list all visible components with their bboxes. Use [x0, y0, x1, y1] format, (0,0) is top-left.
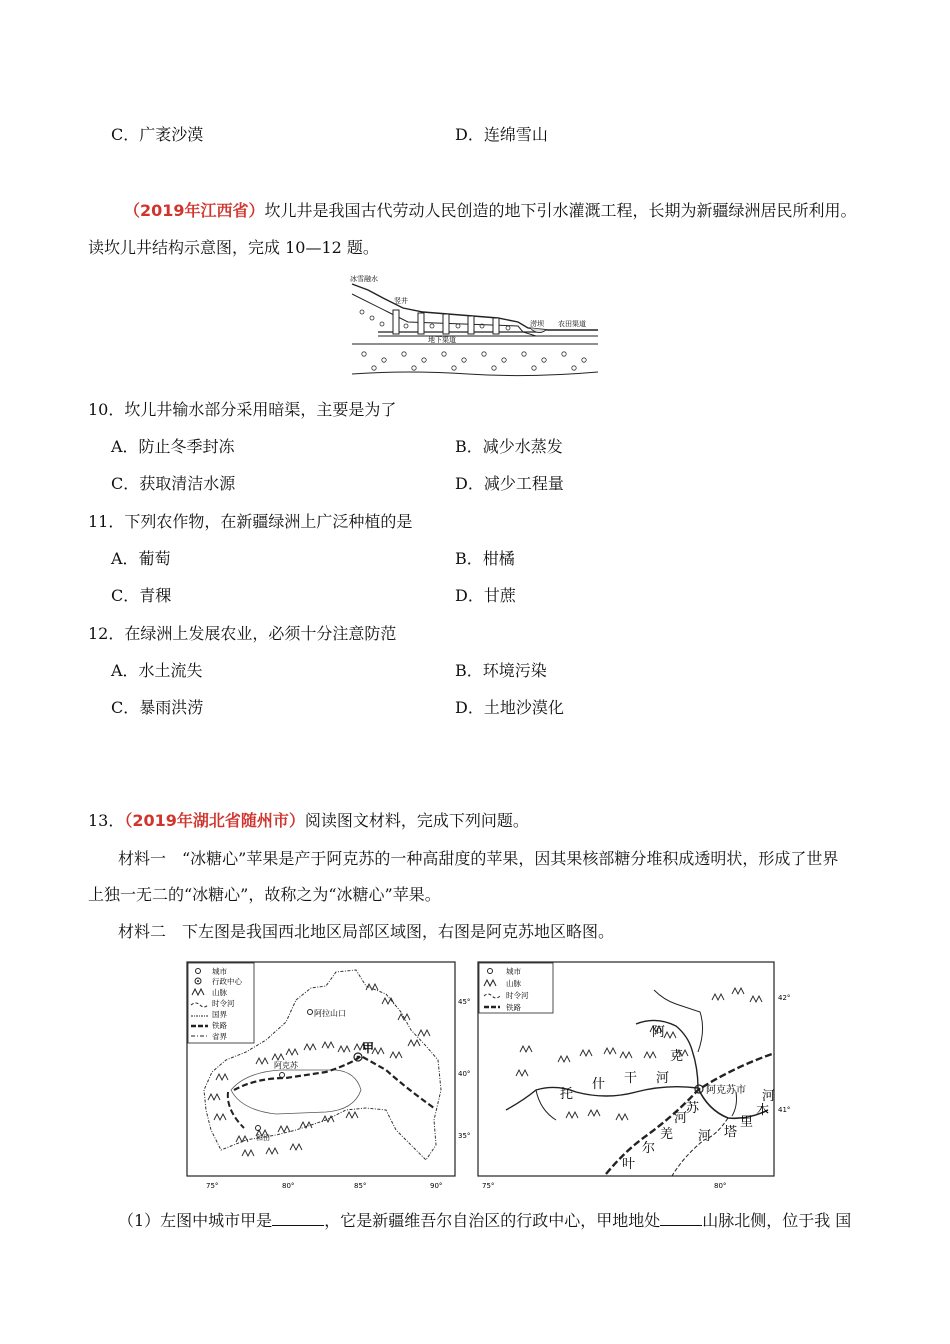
q13-sub1-part-c: 山脉北侧，位于我 国: [702, 1211, 852, 1230]
q13-sub1-part-a: （1）左图中城市甲是: [118, 1211, 273, 1230]
r-lon-80: 80°: [714, 1182, 727, 1190]
legend-railway: 铁路: [212, 1021, 227, 1030]
legend-border: 国界: [212, 1010, 227, 1019]
legend-mountain: 山脉: [212, 988, 227, 997]
q13-material-1-line-2: 上独一无二的“冰糖心”，故称之为“冰糖心”苹果。: [88, 885, 441, 904]
label-melt-water: 冰雪融水: [350, 275, 378, 283]
q11-option-c: C．青稞: [111, 586, 172, 605]
q9-option-d: D．连绵雪山: [455, 125, 548, 144]
q13-number: 13．: [88, 811, 125, 830]
legend-r-seasonal-river: 时令河: [506, 991, 529, 1000]
river-char-ke: 克: [670, 1049, 684, 1064]
q12-option-a: A．水土流失: [111, 661, 203, 680]
q13-sub1-part-b: ，它是新疆维吾尔自治区的行政中心，甲地地处: [324, 1211, 661, 1230]
river-char-he-3: 河: [762, 1089, 776, 1104]
lat-40: 40°: [458, 1070, 471, 1078]
legend-r-railway: 铁路: [506, 1003, 521, 1012]
legend-admin-center: 行政中心: [212, 977, 242, 986]
river-char-ye: 叶: [622, 1157, 636, 1172]
q13-lead: 阅读图文材料，完成下列问题。: [304, 811, 529, 830]
q11-option-b: B．柑橘: [455, 549, 515, 568]
q11-option-d: D．甘蔗: [455, 586, 516, 605]
river-char-li: 里: [740, 1115, 754, 1130]
r-lat-41: 41°: [778, 1106, 791, 1114]
river-char-he-2: 河: [656, 1071, 670, 1086]
river-char-gan: 干: [624, 1071, 638, 1086]
q13-sub1: [118, 1208, 851, 1231]
r-lon-75: 75°: [482, 1182, 495, 1190]
q11-option-a: A．葡萄: [111, 549, 171, 568]
answer-blank-1[interactable]: [272, 1211, 324, 1226]
q13-source-tag: （2019年湖北省随州市）: [124, 811, 305, 830]
river-char-tuo: 托: [560, 1087, 574, 1102]
lon-75: 75°: [206, 1182, 219, 1190]
q9-option-c: C．广袤沙漠: [111, 125, 204, 144]
lon-90: 90°: [430, 1182, 443, 1190]
q13-material-1-line-1: 材料一 “冰糖心”苹果是产于阿克苏的一种高甜度的苹果，因其果核部糖分堆积成透明状，形成了世界: [118, 849, 839, 868]
q13-header: [88, 808, 529, 831]
r-lat-42: 42°: [778, 994, 791, 1002]
place-hetian: 和田: [256, 1134, 270, 1142]
place-akesu: 阿克苏: [274, 1061, 298, 1070]
lon-80: 80°: [282, 1182, 295, 1190]
q11-stem: 11．下列农作物，在新疆绿洲上广泛种植的是: [88, 512, 413, 531]
answer-blank-2[interactable]: [660, 1211, 702, 1226]
q10-option-c: C．获取清洁水源: [111, 474, 236, 493]
lat-45: 45°: [458, 998, 471, 1006]
q13-material-2: 材料二 下左图是我国西北地区局部区域图，右图是阿克苏地区略图。: [118, 922, 615, 941]
river-char-er: 尔: [642, 1141, 656, 1156]
river-char-a: 阿: [652, 1025, 666, 1040]
river-char-he-4: 河: [674, 1111, 688, 1126]
legend-r-mountain: 山脉: [506, 979, 521, 988]
q12-option-d: D．土地沙漠化: [455, 698, 564, 717]
intro-line-2: 读坎儿井结构示意图，完成 10—12 题。: [88, 238, 379, 257]
q10-stem: 10．坎儿井输水部分采用暗渠，主要是为了: [88, 400, 397, 419]
river-char-su: 苏: [686, 1101, 700, 1116]
legend-province-border: 省界: [212, 1032, 227, 1041]
q10-option-a: A．防止冬季封冻: [111, 437, 235, 456]
river-char-ta: 塔: [724, 1125, 738, 1140]
river-char-mu: 木: [756, 1103, 770, 1118]
label-underground-channel: 地下渠道: [428, 336, 456, 344]
legend-r-city: 城市: [506, 967, 521, 976]
source-tag: （2019年江西省）: [124, 201, 265, 220]
label-farm-channel: 农田渠道: [558, 320, 586, 328]
q12-option-c: C．暴雨洪涝: [111, 698, 204, 717]
river-char-qiang: 羌: [660, 1127, 674, 1142]
q10-option-b: B．减少水蒸发: [455, 437, 563, 456]
q12-option-b: B．环境污染: [455, 661, 547, 680]
northwest-region-map: [186, 960, 471, 1192]
legend-city: 城市: [212, 967, 227, 976]
city-akesu: 阿克苏市: [706, 1085, 746, 1096]
place-jia: 甲: [362, 1041, 375, 1055]
legend-seasonal-river: 时令河: [212, 999, 235, 1008]
karez-diagram: [348, 270, 600, 378]
place-alashankou: 阿拉山口: [314, 1009, 346, 1018]
river-char-shi: 什: [592, 1077, 606, 1092]
river-char-he-1: 河: [698, 1129, 712, 1144]
intro-line-1: [124, 198, 857, 221]
akesu-region-map: [476, 960, 836, 1192]
lat-35: 35°: [458, 1132, 471, 1140]
label-dam: 涝坝: [530, 320, 544, 328]
q12-stem: 12．在绿洲上发展农业，必须十分注意防范: [88, 624, 397, 643]
q10-option-d: D．减少工程量: [455, 474, 564, 493]
label-vertical-well: 竖井: [394, 297, 408, 305]
lon-85: 85°: [354, 1182, 367, 1190]
intro-text-1: 坎儿井是我国古代劳动人民创造的地下引水灌溉工程，长期为新疆绿洲居民所利用。: [264, 201, 857, 220]
